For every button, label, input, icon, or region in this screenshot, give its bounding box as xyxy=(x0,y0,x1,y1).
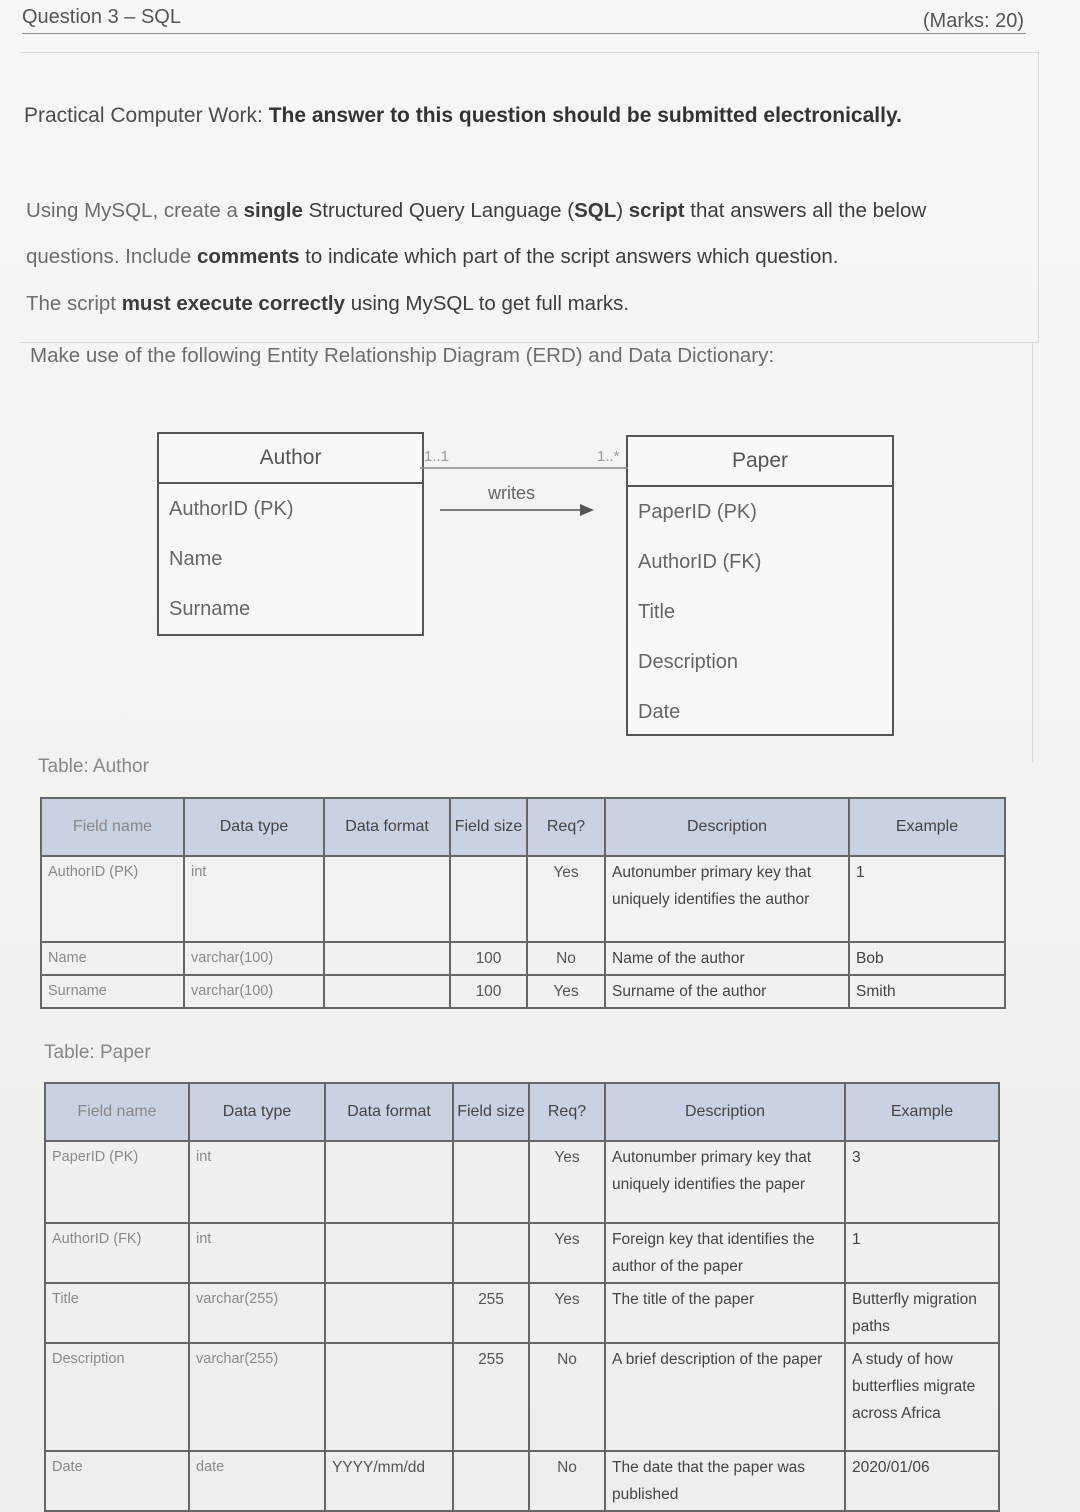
table-cell: Date xyxy=(45,1451,189,1511)
table-cell: Yes xyxy=(529,1141,605,1223)
table-cell: Surname of the author xyxy=(605,975,849,1008)
column-header: Example xyxy=(845,1083,999,1141)
table-header-row xyxy=(41,798,1005,856)
instruction-text: Using MySQL, create a xyxy=(26,199,244,222)
author-data-dictionary xyxy=(40,797,1006,1009)
table-cell xyxy=(453,1141,529,1223)
column-header: Data format xyxy=(324,798,450,856)
table-cell: Foreign key that identifies the author of the paper xyxy=(605,1223,845,1283)
frame-line xyxy=(20,52,1038,53)
table-cell xyxy=(453,1451,529,1511)
erd-arrow-head-icon xyxy=(580,504,594,516)
erd-attribute: Date xyxy=(638,700,681,723)
table-cell: No xyxy=(529,1451,605,1511)
table-cell: The title of the paper xyxy=(605,1283,845,1343)
table-cell: varchar(100) xyxy=(184,975,324,1008)
table-cell: varchar(255) xyxy=(189,1283,325,1343)
table-header-row xyxy=(45,1083,999,1141)
erd-entity-paper-title: Paper xyxy=(628,437,892,487)
instruction-line-2 xyxy=(26,245,838,269)
column-header: Example xyxy=(849,798,1005,856)
author-table-caption: Table: Author xyxy=(38,756,149,777)
table-cell: 255 xyxy=(453,1343,529,1451)
practical-prefix: Practical Computer Work: xyxy=(24,104,269,127)
frame-line xyxy=(1032,342,1033,762)
table-cell xyxy=(325,1283,453,1343)
instruction-text: using MySQL to get full marks. xyxy=(345,292,630,315)
instruction-text: questions. Include xyxy=(26,245,197,268)
instruction-text: The script xyxy=(26,292,122,315)
erd-attribute: Description xyxy=(638,650,739,673)
table-cell: int xyxy=(189,1223,325,1283)
erd-attribute: Surname xyxy=(169,597,251,620)
paper-data-dictionary xyxy=(44,1082,1000,1512)
column-header: Field name xyxy=(45,1083,189,1141)
table-cell: 1 xyxy=(845,1223,999,1283)
table-cell: Bob xyxy=(849,942,1005,975)
table-cell: 2020/01/06 xyxy=(845,1451,999,1511)
table-cell xyxy=(453,1223,529,1283)
table-cell: 255 xyxy=(453,1283,529,1343)
question-title: Question 3 – SQL xyxy=(22,6,181,28)
table-cell: int xyxy=(184,856,324,942)
column-header: Field name xyxy=(41,798,184,856)
header-rule xyxy=(22,33,1026,34)
table-cell: YYYY/mm/dd xyxy=(325,1451,453,1511)
instruction-line-3 xyxy=(26,292,629,316)
table-cell: 100 xyxy=(450,975,527,1008)
table-cell xyxy=(324,975,450,1008)
table-cell: Surname xyxy=(41,975,184,1008)
table-cell: 1 xyxy=(849,856,1005,942)
table-cell xyxy=(325,1223,453,1283)
erd-attribute: Name xyxy=(169,547,223,570)
erd-entity-author xyxy=(157,432,424,636)
table-cell xyxy=(324,942,450,975)
table-cell xyxy=(324,856,450,942)
column-header: Description xyxy=(605,798,849,856)
instruction-text: that answers all the below xyxy=(684,199,927,222)
table-cell: AuthorID (FK) xyxy=(45,1223,189,1283)
instruction-emphasis: must execute correctly xyxy=(121,292,346,315)
table-cell: Autonumber primary key that uniquely identifies the author xyxy=(605,856,849,942)
column-header: Description xyxy=(605,1083,845,1141)
instruction-line-1 xyxy=(26,199,926,223)
erd-attribute: AuthorID (PK) xyxy=(169,497,294,520)
table-row xyxy=(45,1223,999,1283)
table-cell: Yes xyxy=(529,1283,605,1343)
column-header: Field size xyxy=(453,1083,529,1141)
table-cell: Butterfly migration paths xyxy=(845,1283,999,1343)
table-cell: varchar(255) xyxy=(189,1343,325,1451)
instruction-emphasis: comments xyxy=(196,245,300,268)
instruction-emphasis: script xyxy=(628,199,685,222)
column-header: Req? xyxy=(529,1083,605,1141)
column-header: Req? xyxy=(527,798,605,856)
table-cell: int xyxy=(189,1141,325,1223)
instruction-text: to indicate which part of the script answers which question. xyxy=(299,245,839,268)
table-row xyxy=(41,975,1005,1008)
instruction-line-4: Make use of the following Entity Relationship Diagram (ERD) and Data Dictionary: xyxy=(30,344,775,367)
table-cell: No xyxy=(527,942,605,975)
table-cell: date xyxy=(189,1451,325,1511)
erd-attribute: PaperID (PK) xyxy=(638,500,757,523)
table-cell: PaperID (PK) xyxy=(45,1141,189,1223)
instruction-text: ) xyxy=(616,199,629,222)
table-cell: 100 xyxy=(450,942,527,975)
erd-attribute: Title xyxy=(638,600,676,623)
table-cell: AuthorID (PK) xyxy=(41,856,184,942)
erd-left-multiplicity: 1..1 xyxy=(424,448,450,465)
instruction-text: Structured Query Language ( xyxy=(302,199,575,222)
table-row xyxy=(45,1283,999,1343)
table-cell: Name of the author xyxy=(605,942,849,975)
table-cell: Autonumber primary key that uniquely identifies the paper xyxy=(605,1141,845,1223)
table-cell xyxy=(450,856,527,942)
table-cell: Description xyxy=(45,1343,189,1451)
table-row xyxy=(41,942,1005,975)
frame-line xyxy=(1038,52,1039,342)
erd-attribute: AuthorID (FK) xyxy=(638,550,762,573)
erd-right-multiplicity: 1..* xyxy=(597,448,620,465)
instruction-emphasis: single xyxy=(243,199,303,222)
practical-bold: The answer to this question should be submitted electronically. xyxy=(268,104,902,127)
table-cell: Yes xyxy=(529,1223,605,1283)
table-cell: A study of how butterflies migrate across Africa xyxy=(845,1343,999,1451)
table-cell: Smith xyxy=(849,975,1005,1008)
table-cell: Name xyxy=(41,942,184,975)
erd-entity-author-title: Author xyxy=(159,434,422,484)
table-cell: Yes xyxy=(527,975,605,1008)
frame-line xyxy=(20,342,1038,343)
column-header: Field size xyxy=(450,798,527,856)
table-cell: Title xyxy=(45,1283,189,1343)
table-cell: 3 xyxy=(845,1141,999,1223)
table-cell xyxy=(325,1343,453,1451)
table-cell: varchar(100) xyxy=(184,942,324,975)
table-row xyxy=(45,1343,999,1451)
column-header: Data format xyxy=(325,1083,453,1141)
paper-table-caption: Table: Paper xyxy=(44,1042,151,1063)
erd-relationship-label: writes xyxy=(488,483,536,503)
instruction-emphasis: SQL xyxy=(574,199,617,222)
table-row xyxy=(45,1451,999,1511)
table-row xyxy=(41,856,1005,942)
table-row xyxy=(45,1141,999,1223)
question-marks: (Marks: 20) xyxy=(922,10,1024,32)
table-cell: Yes xyxy=(527,856,605,942)
erd-entity-paper xyxy=(626,435,894,736)
column-header: Data type xyxy=(189,1083,325,1141)
table-cell: No xyxy=(529,1343,605,1451)
table-cell: A brief description of the paper xyxy=(605,1343,845,1451)
practical-instruction xyxy=(24,104,902,128)
table-cell xyxy=(325,1141,453,1223)
table-cell: The date that the paper was published xyxy=(605,1451,845,1511)
column-header: Data type xyxy=(184,798,324,856)
